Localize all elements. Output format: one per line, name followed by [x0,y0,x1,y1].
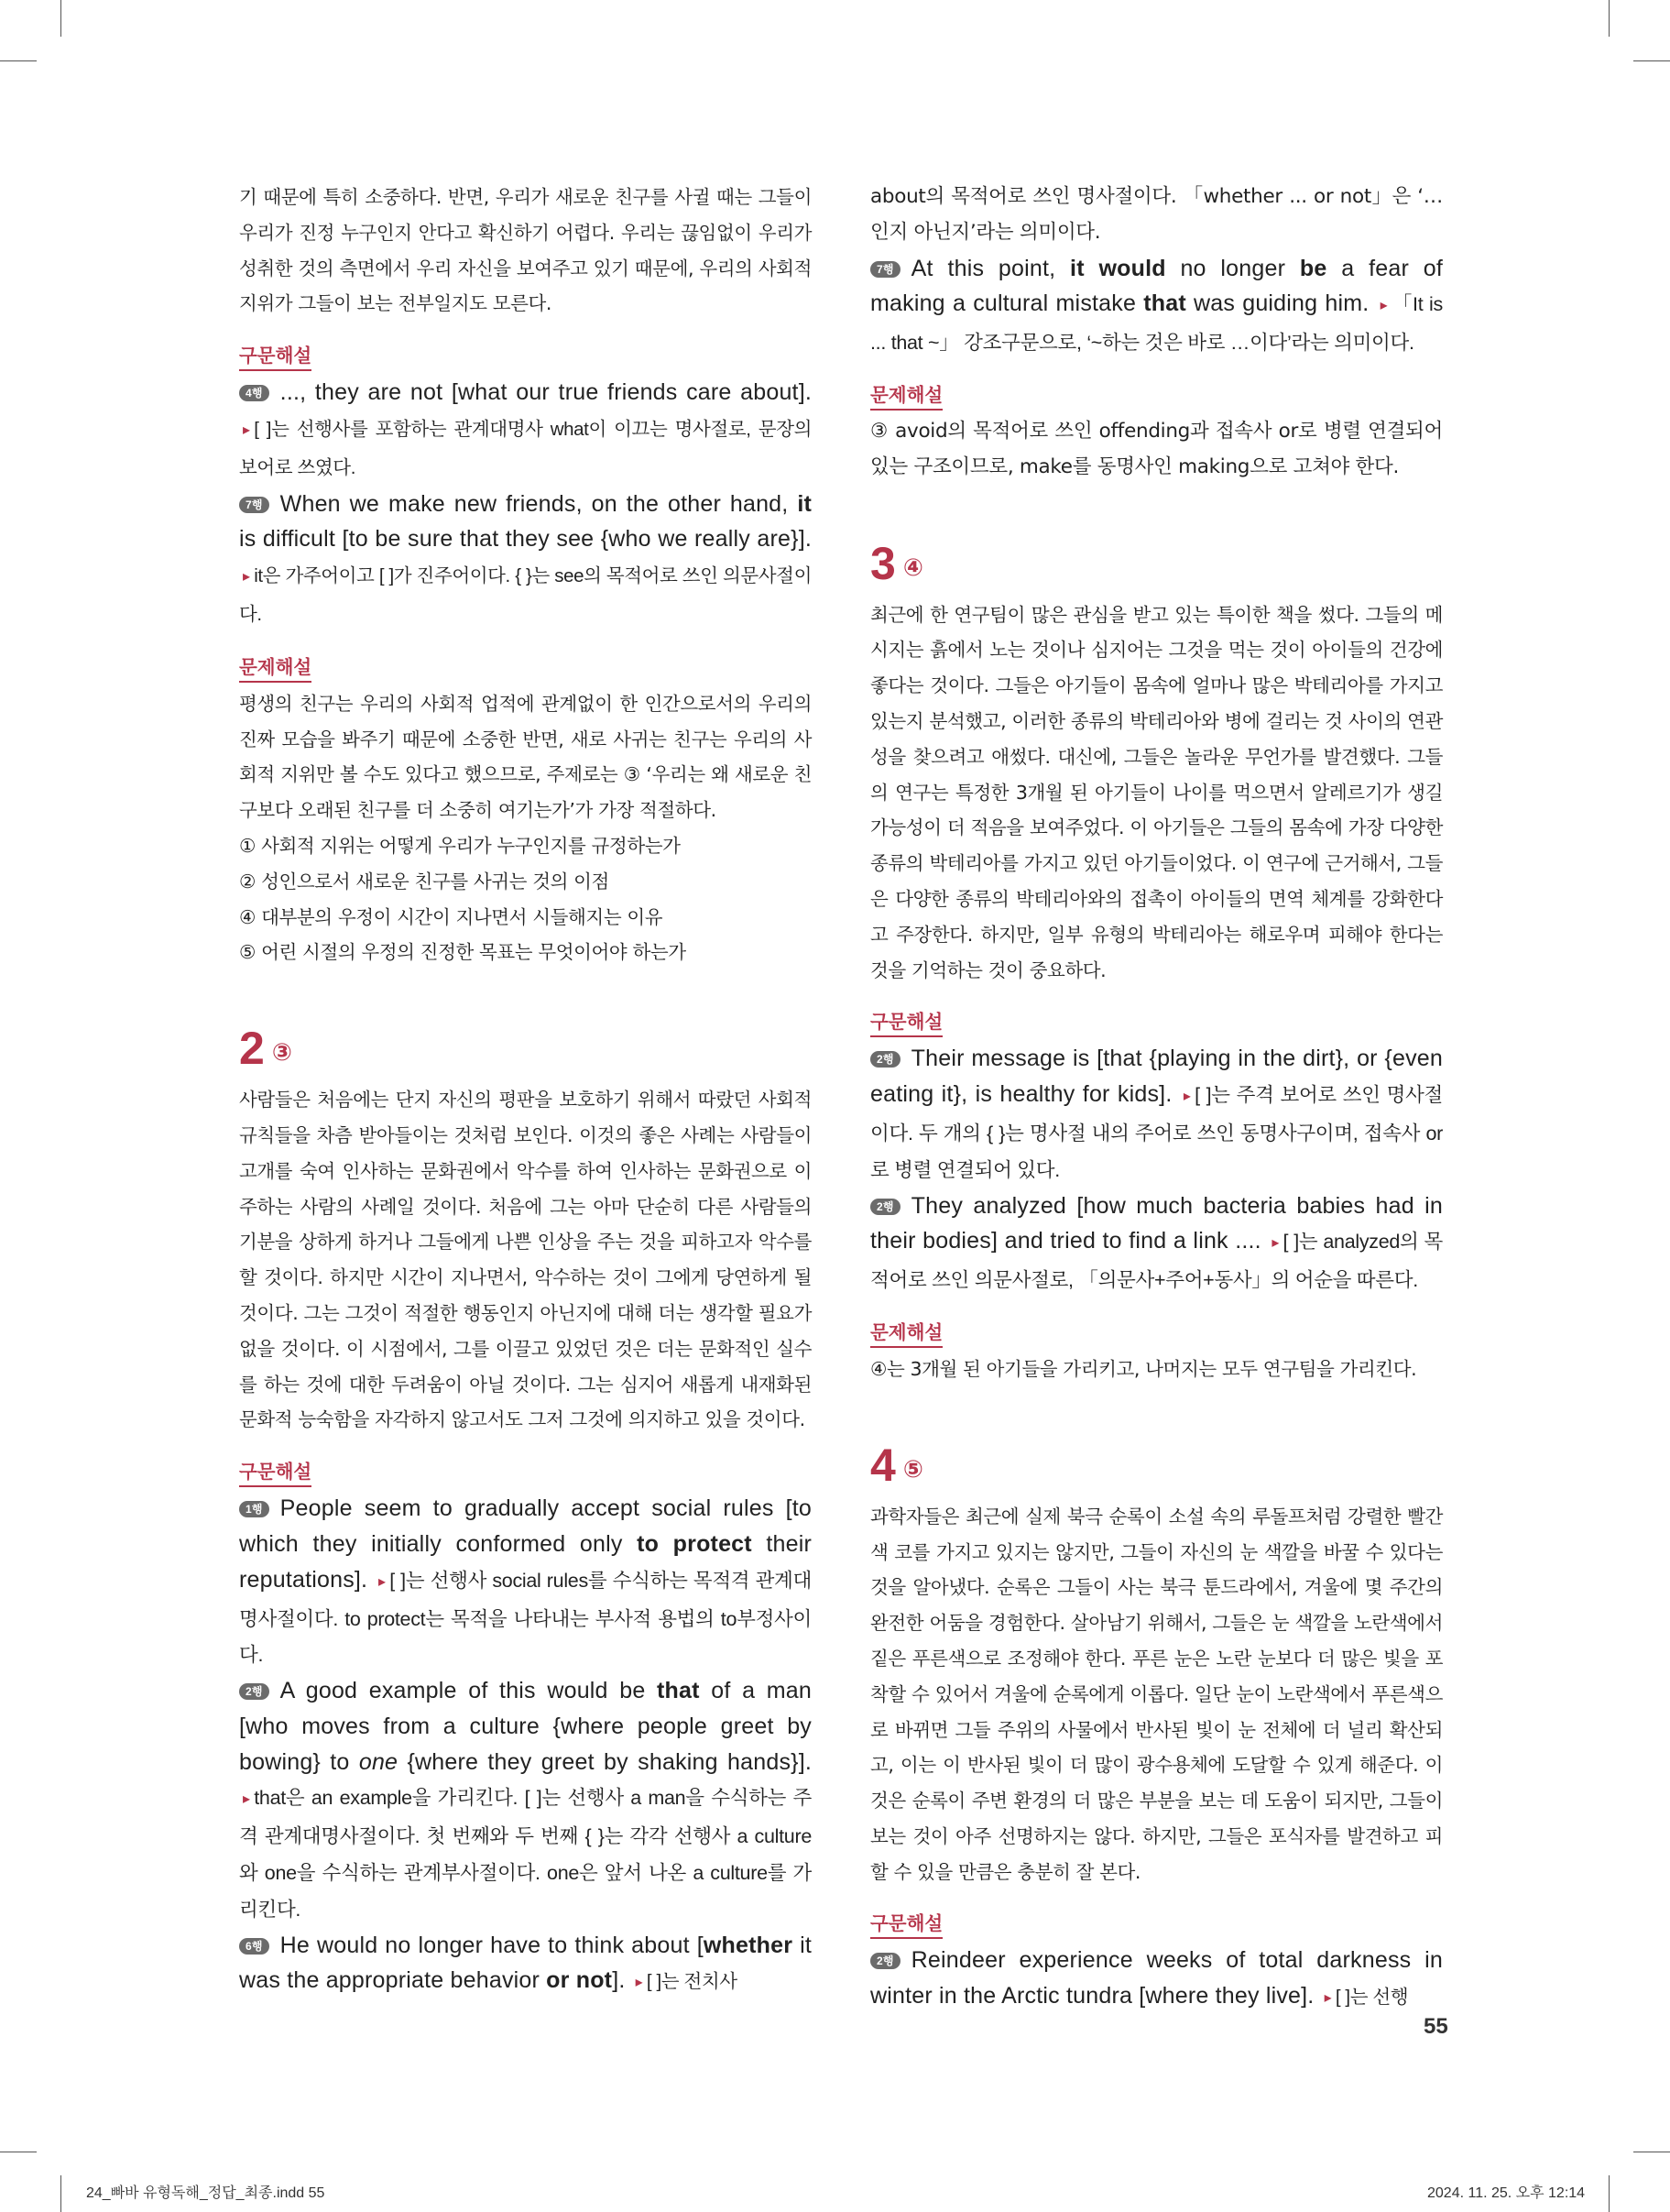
option-item: ① 사회적 지위는 어떻게 우리가 누구인지를 규정하는가 [239,834,681,857]
problem-heading: 문제해설 [870,1319,943,1348]
problem-explanation: ③ avoid의 목적어로 쓰인 offending과 접속사 or로 병렬 연결되어 있는 구조이므로, make를 동명사인 making으로 고쳐야 한다. [870,419,1443,478]
arrow-icon: ▸ [1272,1235,1280,1252]
answer-mark: ④ [902,553,923,582]
crop-mark [60,0,61,37]
syntax-heading: 구문해설 [870,1910,943,1939]
question-number: 4 ⑤ [870,1439,923,1491]
line-badge: 4행 [239,385,269,401]
right-column [870,180,1443,2017]
arrow-icon: ▸ [635,1975,643,1991]
line-badge: 6행 [239,1938,269,1955]
option-item: ⑤ 어린 시절의 우정의 진정한 목표는 무엇이어야 하는가 [239,941,686,964]
answer-mark: ⑤ [902,1455,923,1484]
syntax-item: 4행 ..., they are not [what our true friends care about]. ▸ [ ]는 선행사를 포함하는 관계대명사 what이 이끄는 명사절로, 문장의 보어로 쓰였다. [239,379,812,478]
syntax-item: 7행 When we make new friends, on the other hand, it is difficult [to be sure that they see {who we really are}]. ▸ it은 가주어이고 [ ]가 진주어이다. { }는 see의 목적어로 쓰인 의문사절이다. [239,490,812,625]
page-number: 55 [1424,2014,1448,2039]
syntax-item: 2행 Reindeer experience weeks of total darkness in winter in the Arctic tundra [where they live]. ▸ [ ]는 선행 [870,1947,1443,2009]
line-badge: 7행 [870,261,900,278]
syntax-item: 7행 At this point, it would no longer be a fear of making a cultural mistake that was guiding him. ▸ 「It is ... that ~」 강조구문으로, ‘~하는 것은 바로 …이다’라는 의미이다. [870,255,1443,355]
syntax-heading: 구문해설 [239,342,311,371]
arrow-icon: ▸ [1183,1089,1192,1105]
line-badge: 1행 [239,1501,269,1517]
crop-mark [1609,2175,1610,2212]
arrow-icon: ▸ [1380,298,1388,314]
syntax-item: 2행 A good example of this would be that of a man [who moves from a culture {where people greet by bowing} to one {where they greet by shaking hands}]. ▸ that은 an example을 가리킨다. [ ]는 선행사 a man을 수식하는 주격 관계대명사절이다. 첫 번째와 두 번째 { }는 각각 선행사 a culture와 one을 수식하는 관계부사절이다. one은 앞서 나온 a culture를 가리킨다. [239,1678,812,1921]
syntax-heading: 구문해설 [870,1008,943,1037]
crop-mark [60,2175,61,2212]
syntax-heading: 구문해설 [239,1458,311,1487]
option-item: ④ 대부분의 우정이 시간이 지나면서 시들해지는 이유 [239,905,663,928]
line-badge: 2행 [870,1199,900,1215]
arrow-icon: ▸ [377,1573,387,1590]
line-badge: 7행 [239,497,269,513]
problem-heading: 문제해설 [870,381,943,411]
option-item: ② 성인으로서 새로운 친구를 사귀는 것의 이점 [239,870,609,892]
question-number: 2 ③ [239,1023,292,1075]
translation-paragraph: 사람들은 처음에는 단지 자신의 평판을 보호하기 위해서 따랐던 사회적 규칙들을 차츰 받아들이는 것처럼 보인다. 이것의 좋은 사례는 사람들이 고개를 숙여 인사하는 문화권에서 악수를 하여 인사하는 문화권으로 이주하는 사람의 사례일 것이다. 처음에 그는 아마 단순히 다른 사람들의 기분을 상하게 하거나 그들에게 나쁜 인상을 주는 것을 피하고자 악수를 할 것이다. 하지만 시간이 지나면서, 악수하는 것이 그에게 당연하게 될 것이다. 그는 그것이 적절한 행동인지 아닌지에 대해 더는 생각할 필요가 없을 것이다. 이 시점에서, 그를 이끌고 있었던 것은 더는 문화적인 실수를 하는 것에 대한 두려움이 아닐 것이다. 그는 심지어 새롭게 내재화된 문화적 능숙함을 자각하지 않고서도 그저 그것에 의지하고 있을 것이다. [239,1089,812,1431]
translation-paragraph: 과학자들은 최근에 실제 북극 순록이 소설 속의 루돌프처럼 강렬한 빨간색 코를 가지고 있지는 않지만, 그들이 자신의 눈 색깔을 바꿀 수 있다는 것을 알아냈다. 순록은 그들이 사는 북극 툰드라에서, 겨울에 몇 주간의 완전한 어둠을 경험한다. 살아남기 위해서, 그들은 눈 색깔을 노란색에서 짙은 푸른색으로 조정해야 한다. 푸른 눈은 노란 눈보다 더 많은 빛을 포착할 수 있어서 겨울에 순록에게 이롭다. 일단 눈이 노란색에서 푸른색으로 바뀌면 그들 주위의 사물에서 반사된 빛이 눈 전체에 더 널리 확산되고, 이는 이 반사된 빛이 더 많이 광수용체에 도달할 수 있게 해준다. 이것은 순록이 주변 환경의 더 많은 부분을 보는 데 도움이 되지만, 그들이 보는 것이 아주 선명하지는 않다. 하지만, 그들은 포식자를 발견하고 피할 수 있을 만큼은 충분히 잘 본다. [870,1505,1443,1883]
arrow-icon: ▸ [243,1791,251,1808]
left-column [239,180,812,2001]
answer-mark: ③ [271,1039,292,1068]
question-number: 3 ④ [870,537,923,589]
footer-filename: 24_빠바 유형독해_정답_최종.indd 55 [86,2185,325,2201]
line-badge: 2행 [870,1051,900,1068]
footer-timestamp: 2024. 11. 25. 오후 12:14 [1427,2185,1586,2201]
arrow-icon: ▸ [1324,1990,1332,2007]
syntax-item: 2행 They analyzed [how much bacteria babies had in their bodies] and tried to find a link .... ▸ [ ]는 analyzed의 목적어로 쓰인 의문사절로, 「의문사+주어+동사」의 어순을 따른다. [870,1192,1443,1292]
syntax-item: 6행 He would no longer have to think about [whether it was the appropriate behavior or not]. ▸ [ ]는 전치사 [239,1932,813,1994]
translation-paragraph: 기 때문에 특히 소중하다. 반면, 우리가 새로운 친구를 사귈 때는 그들이 우리가 진정 누구인지 안다고 확신하기 어렵다. 우리는 끊임없이 우리가 성취한 것의 측면에서 우리 자신을 보여주고 있기 때문에, 우리의 사회적 지위가 그들이 보는 전부일지도 모른다. [239,186,812,315]
syntax-item: 1행 People seem to gradually accept social rules [to which they initially conformed only to protect their reputations]. ▸ [ ]는 선행사 social rules를 수식하는 목적격 관계대명사절이다. to protect는 목적을 나타내는 부사적 용법의 to부정사이다. [239,1495,812,1667]
translation-paragraph: 최근에 한 연구팀이 많은 관심을 받고 있는 특이한 책을 썼다. 그들의 메시지는 흙에서 노는 것이나 심지어는 그것을 먹는 것이 아이들의 건강에 좋다는 것이다. 그들은 아기들이 몸속에 얼마나 많은 박테리아를 가지고 있는지 분석했고, 이러한 종류의 박테리아와 병에 걸리는 것 사이의 연관성을 찾으려고 애썼다. 대신에, 그들은 놀라운 무언가를 발견했다. 그들의 연구는 특정한 3개월 된 아기들이 나이를 먹으면서 알레르기가 생길 가능성이 더 적음을 보여주었다. 이 아기들은 그들의 몸속에 가장 다양한 종류의 박테리아를 가지고 있던 아기들이었다. 이 연구에 근거해서, 그들은 다양한 종류의 박테리아와의 접촉이 아이들의 면역 체계를 강화한다고 주장한다. 하지만, 일부 유형의 박테리아는 해로우며 피해야 한다는 것을 기억하는 것이 중요하다. [870,603,1443,981]
syntax-continuation: about의 목적어로 쓰인 명사절이다. 「whether ... or not」은 ‘…인지 아닌지’라는 의미이다. [870,185,1443,244]
crop-mark [1609,0,1610,37]
arrow-icon: ▸ [243,422,251,438]
line-badge: 2행 [239,1683,269,1700]
line-badge: 2행 [870,1953,900,1969]
crop-mark [0,60,37,61]
crop-mark [1633,60,1670,61]
problem-explanation: 평생의 친구는 우리의 사회적 업적에 관계없이 한 인간으로서의 우리의 진짜 모습을 봐주기 때문에 소중한 반면, 새로 사귀는 친구는 우리의 사회적 지위만 볼 수도 있다고 했으므로, 주제로는 ③ ‘우리는 왜 새로운 친구보다 오래된 친구를 더 소중히 여기는가’가 가장 적절하다. [239,692,812,822]
syntax-item: 2행 Their message is [that {playing in the dirt}, or {even eating it}, is healthy for kids]. ▸ [ ]는 주격 보어로 쓰인 명사절이다. 두 개의 { }는 명사절 내의 주어로 쓰인 동명사구이며, 접속사 or로 병렬 연결되어 있다. [870,1046,1443,1181]
problem-heading: 문제해설 [239,653,311,683]
problem-explanation: ④는 3개월 된 아기들을 가리키고, 나머지는 모두 연구팀을 가리킨다. [870,1357,1417,1380]
arrow-icon: ▸ [243,569,251,586]
